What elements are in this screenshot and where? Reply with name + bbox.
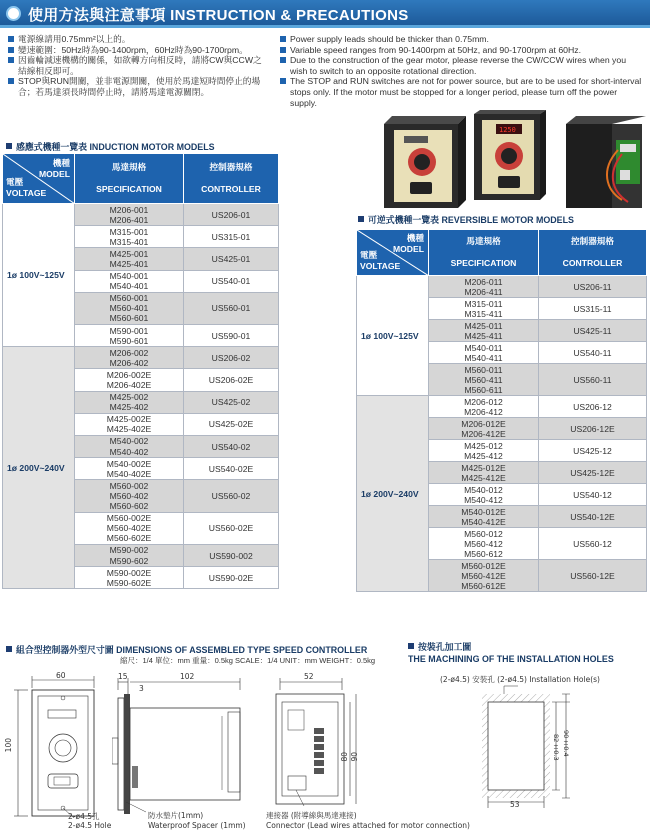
model-cell [75,480,184,512]
controller-cell: US540-12E [539,506,647,528]
model-number: M540-412 [464,494,503,505]
voltage-zh: 電壓 [360,250,378,260]
model-number: M206-011 [464,276,503,287]
note-zh: 因齒輪減速機構的關係，如欲轉方向相反時，請將CW與CCW之結線相反即可。 [8,55,266,76]
section-title: 使用方法與注意事項 INSTRUCTION & PRECAUTIONS [28,7,409,24]
dim-80: 80 [340,752,349,762]
model-number: M315-001 [109,226,149,237]
model-number: M540-012E [461,506,506,517]
model-cell [429,484,539,506]
model-number: M540-012 [464,484,503,495]
holes-title: 按裝孔加工圖 THE MACHINING OF THE INSTALLATION HOLES [408,642,614,664]
model-number: M425-001 [109,248,149,259]
model-number: M425-011 [464,320,503,331]
note-en: Variable speed ranges from 90-1400rpm at 50Hz, and 90-1700rpm at 60Hz. [280,45,644,56]
model-number: M540-402E [106,468,152,479]
dim-3: 3 [139,684,144,693]
controller-cell: US560-12E [539,560,647,592]
connector-label-en: Connector (Lead wires attached for motor connection) [266,821,470,830]
spacer-label-zh: 防水墊片(1mm) [148,811,204,820]
reversible-table [356,229,647,592]
model-number: M206-411 [464,286,503,297]
dim-102: 102 [180,672,195,681]
note-en: Power supply leads should be thicker than 0.75mm. [280,34,644,45]
voltage-cell: 1ø 100V~125V [3,204,75,347]
model-number: M540-411 [464,352,503,363]
model-number: M425-012 [464,440,503,451]
model-cell [75,248,184,270]
voltage-en: VOLTAGE [6,188,47,198]
model-cell [75,413,184,435]
header-specification: 馬達規格 SPECIFICATION [429,230,539,276]
controller-cell: US425-12 [539,440,647,462]
hole-label-en: 2-ø4.5 Hole [68,821,112,830]
model-number: M560-011 [464,364,503,375]
header-model-voltage [357,230,429,276]
model-number: M590-602 [109,555,149,566]
note-zh: 變速範圍：50Hz時為90-1400rpm，60Hz時為90-1700rpm。 [8,45,266,56]
model-cell [75,391,184,413]
model-number: M206-012 [464,396,503,407]
model-cell [429,320,539,342]
model-number: M560-411 [464,374,503,385]
scale-note: 縮尺：1/4 單位：mm 重量：0.5kg SCALE：1/4 UNIT：mm WEIGHT：0.5kg [120,656,376,665]
controller-cell: US425-02E [184,413,279,435]
model-zh: 機種 [406,233,424,243]
controller-cell: US206-12 [539,396,647,418]
model-cell [429,440,539,462]
model-number: M540-402 [109,446,149,457]
table-row [357,276,647,298]
controller-cell: US206-11 [539,276,647,298]
note-en: The STOP and RUN switches are not for power source, but are to be used for short-interval stops only. If the motor must be stopped for a longer period, please turn off the power supply. [280,76,644,108]
voltage-cell: 1ø 200V~240V [3,347,75,589]
model-number: M560-401 [109,303,149,314]
controller-cell: US560-12 [539,528,647,560]
dim-15: 15 [118,672,128,681]
controller-cell: US540-02 [184,435,279,457]
model-cell [429,418,539,440]
model-cell [429,342,539,364]
voltage-cell: 1ø 100V~125V [357,276,429,396]
spacer-label-en: Waterproof Spacer (1mm) [148,821,246,830]
model-cell [75,512,184,544]
table-row [357,396,647,418]
note-zh: STOP與RUN開關，並非電源開關，使用於馬達短時間停止的場合；若馬達須長時間停止時，請將馬達電源關閉。 [8,76,266,97]
hole-label: 2-ø4.5孔 [68,812,100,821]
model-cell [75,567,184,589]
notes-zh-list [8,34,266,98]
model-number: M560-601 [109,313,149,324]
controller-cell: US425-01 [184,248,279,270]
model-cell [429,396,539,418]
controller-cell: US425-02 [184,391,279,413]
connector-label-zh: 連接器 (附導線與馬達連接) [266,811,357,820]
controller-cell: US425-12E [539,462,647,484]
controller-cell: US425-11 [539,320,647,342]
controller-cell: US560-01 [184,292,279,324]
controller-cell: US206-02E [184,369,279,391]
model-cell [429,528,539,560]
voltage-cell: 1ø 200V~240V [357,396,429,592]
model-number: M425-012E [461,462,506,473]
model-cell [429,298,539,320]
dim-53: 53 [510,800,520,809]
model-cell [75,458,184,480]
model-zh: 機種 [52,158,70,168]
induction-table [2,153,279,589]
controller-rear-image [566,116,646,208]
reversible-table-title: 可逆式機種一覽表 REVERSIBLE MOTOR MODELS [358,213,574,226]
model-number: M315-401 [109,236,149,247]
model-number: M425-411 [464,330,503,341]
model-number: M206-001 [109,204,149,215]
notes-en-list [280,34,644,108]
model-cell [75,347,184,369]
header-model-voltage [3,154,75,204]
model-cell [429,276,539,298]
model-number: M206-002E [106,369,152,380]
model-number: M425-002 [109,392,149,403]
controller-cell: US206-12E [539,418,647,440]
controller-cell: US540-11 [539,342,647,364]
dimensions-title: 組合型控制器外型尺寸圖 DIMENSIONS OF ASSEMBLED TYPE SPEED CONTROLLER [6,643,367,656]
model-cell [429,560,539,592]
header-specification: 馬達規格 SPECIFICATION [75,154,184,204]
controller-cell: US540-01 [184,270,279,292]
controller-cell: US560-02 [184,480,279,512]
controller-cell: US590-002 [184,544,279,566]
model-cell [75,325,184,347]
controller-cell: US315-11 [539,298,647,320]
model-number: M560-612 [464,548,503,559]
model-number: M560-602 [109,501,149,512]
controller-cell: US560-11 [539,364,647,396]
dim-82: 82±0.3 [552,734,560,761]
induction-table-title: 感應式機種一覽表 INDUCTION MOTOR MODELS [6,140,215,153]
model-number: M425-401 [109,258,149,269]
model-number: M206-412E [461,428,506,439]
front-view-drawing [4,668,112,830]
model-number: M590-001 [109,325,149,336]
table-row [3,347,279,369]
model-number: M425-402 [109,402,149,413]
model-number: M540-001 [109,271,149,282]
model-number: M560-412 [464,538,503,549]
product-photo [370,110,650,215]
model-en: MODEL [38,169,70,179]
model-cell [75,369,184,391]
induction-table-body [3,204,279,589]
model-number: M560-402E [106,523,152,534]
model-number: M315-411 [464,308,503,319]
model-number: M540-412E [461,516,506,527]
model-number: M560-001 [109,293,149,304]
voltage-en: VOLTAGE [360,261,401,271]
model-number: M206-012E [461,418,506,429]
model-cell [429,462,539,484]
header-controller: 控制器規格 CONTROLLER [539,230,647,276]
controller-cell: US560-02E [184,512,279,544]
section-header [0,0,650,28]
controller-display-image [474,110,546,200]
model-cell [75,435,184,457]
model-number: M425-412E [461,472,506,483]
model-number: M560-611 [464,384,503,395]
model-number: M206-412 [464,406,503,417]
model-number: M425-402E [106,424,152,435]
voltage-zh: 電壓 [6,177,24,187]
dim-100: 100 [4,738,13,753]
model-cell [75,226,184,248]
model-number: M560-412E [461,570,506,581]
model-number: M425-412 [464,450,503,461]
model-number: M540-002 [109,436,149,447]
header-controller: 控制器規格 CONTROLLER [184,154,279,204]
model-number: M425-002E [106,414,152,425]
controller-cell: US206-02 [184,347,279,369]
model-cell [429,364,539,396]
model-number: M560-012 [464,528,503,539]
model-number: M315-011 [464,298,503,309]
model-number: M560-002 [109,480,149,491]
model-number: M590-002 [109,545,149,556]
svg-text:1250: 1250 [499,126,516,134]
model-number: M540-002E [106,458,152,469]
model-number: M540-011 [464,342,503,353]
model-number: M560-402 [109,490,149,501]
hole-callout: (2-ø4.5) 安裝孔 (2-ø4.5) Installation Hole(s) [440,675,600,684]
model-number: M560-602E [106,533,152,544]
controller-cell: US590-01 [184,325,279,347]
bullet-circle-icon [6,6,21,21]
model-number: M206-002 [109,347,149,358]
dim-52: 52 [304,672,314,681]
controller-cell: US206-01 [184,204,279,226]
model-cell [75,204,184,226]
model-number: M540-401 [109,281,149,292]
controller-cell: US540-12 [539,484,647,506]
model-cell [75,544,184,566]
dim-90: 90 [350,752,359,762]
model-number: M206-402E [106,380,152,391]
dim-60: 60 [56,671,66,680]
model-number: M560-012E [461,560,506,571]
controller-cell: US540-02E [184,458,279,480]
model-number: M206-401 [109,214,149,225]
model-number: M560-002E [106,513,152,524]
controller-front-image [384,116,466,208]
model-number: M590-601 [109,335,149,346]
model-number: M590-602E [106,577,152,588]
model-number: M590-002E [106,567,152,578]
model-cell [75,292,184,324]
controller-cell: US590-02E [184,567,279,589]
model-cell [75,270,184,292]
model-en: MODEL [392,244,424,254]
dim-90-hole: 90±0.4 [562,730,570,757]
table-row [3,204,279,226]
model-cell [429,506,539,528]
note-en: Due to the construction of the gear motor, please reverse the CW/CCW wires when you wish to switch to an opposite rotational direction. [280,55,644,76]
model-number: M206-402 [109,357,149,368]
model-number: M560-612E [461,580,506,591]
rear-view-drawing [270,672,360,812]
reversible-table-body [357,276,647,592]
note-zh: 電源線請用0.75mm²以上的。 [8,34,266,45]
controller-cell: US315-01 [184,226,279,248]
side-view-drawing [112,668,252,814]
